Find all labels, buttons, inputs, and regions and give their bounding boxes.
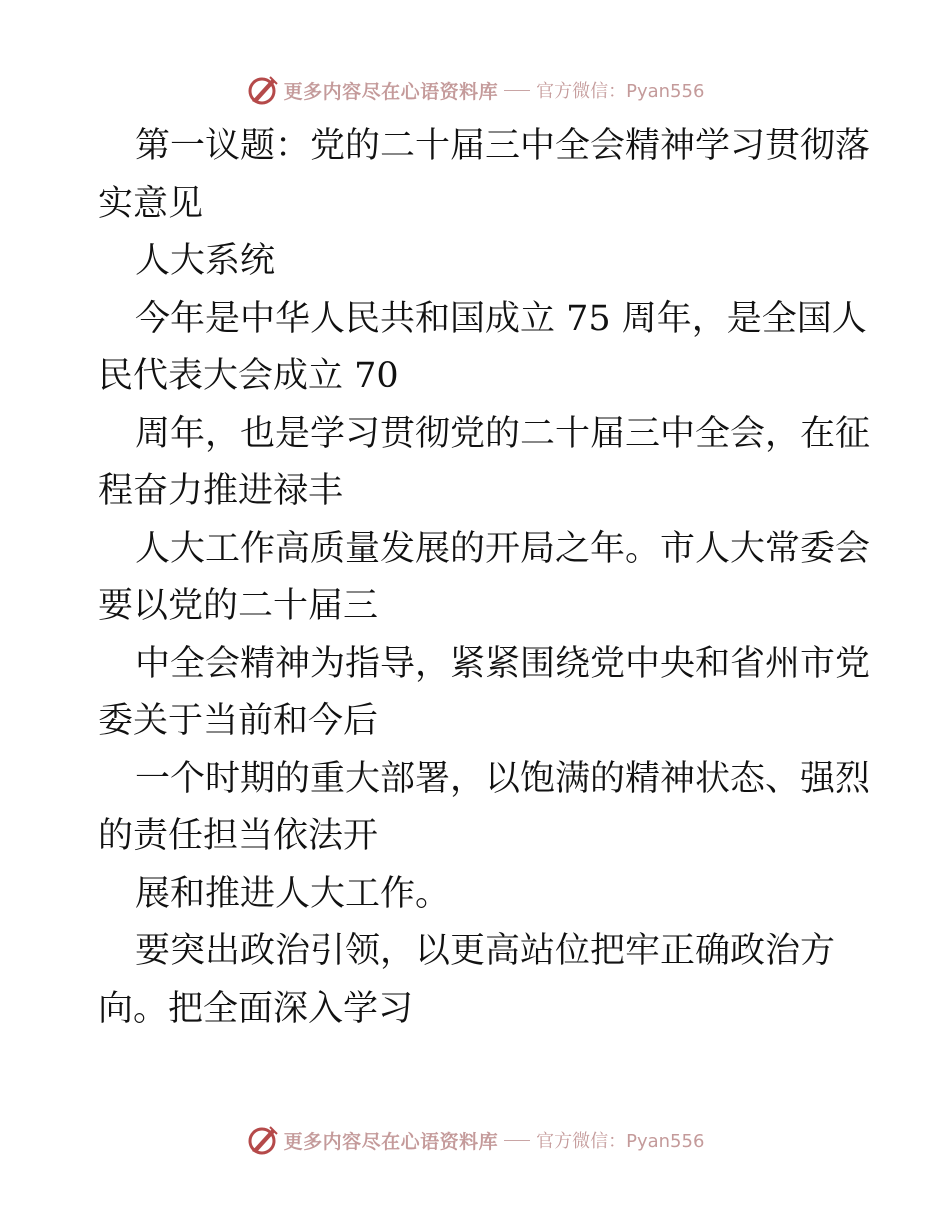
quill-pen-circle-icon [246,73,280,107]
body-line: 人大工作高质量发展的开局之年。市人大常委会 [135,528,871,569]
header-banner-text: 更多内容尽在心语资料库 [283,80,499,103]
body-line: 第一议题：党的二十届三中全会精神学习贯彻落 [135,126,871,166]
body-line: 民代表大会成立 70 [98,356,399,396]
header-banner-inner [246,73,705,107]
body-line: 一个时期的重大部署，以饱满的精神状态、强烈 [135,758,871,799]
header-banner-suffix: 官方微信：Pyan556 [536,81,705,102]
body-line: 中全会精神为指导，紧紧围绕党中央和省州市党 [135,643,871,684]
body-line: 今年是中华人民共和国成立 75 周年，是全国人 [135,298,867,339]
body-line: 要以党的二十届三 [98,586,379,626]
header-banner [0,70,950,110]
footer-banner [0,1120,950,1160]
body-line: 展和推进人大工作。 [135,873,451,914]
body-line: 周年，也是学习贯彻党的二十届三中全会，在征 [135,413,871,454]
body-line: 实意见 [98,183,204,224]
body-line: 要突出政治引领，以更高站位把牢正确政治方 [135,931,836,971]
footer-banner-suffix: 官方微信：Pyan556 [536,1131,705,1152]
footer-banner-inner [246,1123,705,1157]
body-line: 的责任担当依法开 [98,816,379,856]
footer-banner-text: 更多内容尽在心语资料库 [283,1130,499,1153]
footer-banner-dash [504,1140,530,1141]
body-line: 向。把全面深入学习 [98,988,414,1029]
quill-pen-circle-icon [246,1123,280,1157]
body-line: 程奋力推进禄丰 [98,471,344,511]
document-body [98,118,871,1038]
header-banner-dash [504,90,530,91]
body-line: 人大系统 [135,241,276,281]
body-line: 委关于当前和今后 [98,701,379,741]
